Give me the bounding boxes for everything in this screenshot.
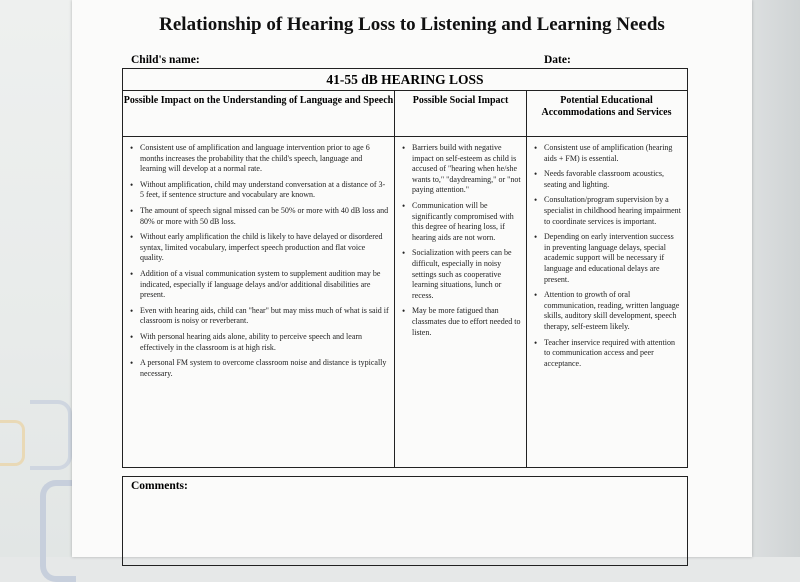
- cell-social-impact: [395, 137, 527, 467]
- list-item: • A personal FM system to overcome classroom noise and distance is typically necessary.: [129, 358, 389, 379]
- list-item: • Without early amplification the child is likely to have delayed or disordered syntax, limited vocabulary, imperfect speech production and flat voice quality.: [129, 232, 389, 264]
- hearing-loss-table: [122, 68, 688, 468]
- list-item: • Addition of a visual communication system to supplement audition may be indicated, especially if language delays and/or additional disabilities are present.: [129, 269, 389, 301]
- list-item: • May be more fatigued than classmates due to effort needed to listen.: [401, 306, 521, 338]
- list-item: • Socialization with peers can be difficult, especially in noisy settings such as cooperative learning situations, lunch or recess.: [401, 248, 521, 301]
- list-item: • Barriers build with negative impact on self-esteem as child is accused of "hearing when he/she wants to," "daydreaming," or "not paying attention.": [401, 143, 521, 196]
- list-item: • Communication will be significantly compromised with this degree of hearing loss, if hearing aids are not worn.: [401, 201, 521, 243]
- column-headers: [123, 91, 687, 137]
- list-item: • Attention to growth of oral communication, reading, written language skills, auditory skill development, speech therapy, self-esteem likely.: [533, 290, 681, 332]
- child-name-label: Child's name:: [131, 54, 200, 66]
- column-header-language-speech: Possible Impact on the Understanding of Language and Speech: [123, 91, 395, 136]
- page-title: Relationship of Hearing Loss to Listening and Learning Needs: [159, 14, 665, 35]
- list-item: • Consistent use of amplification (hearing aids + FM) is essential.: [533, 143, 681, 164]
- comments-box[interactable]: [122, 476, 688, 566]
- decorative-shape: [30, 400, 72, 470]
- background-right: [752, 0, 800, 557]
- list-item: • Consultation/program supervision by a specialist in childhood hearing impairment to coordinate services is important.: [533, 195, 681, 227]
- list-item: • Teacher inservice required with attention to communication access and peer acceptance.: [533, 338, 681, 370]
- list-item: • The amount of speech signal missed can be 50% or more with 40 dB loss and 80% or more with 50 dB loss.: [129, 206, 389, 227]
- table-body-row: [123, 137, 687, 467]
- background-left: [0, 0, 72, 557]
- decorative-shape: [0, 420, 25, 466]
- list-item: • Depending on early intervention success in preventing language delays, special academic support will be necessary if language and educational delays are present.: [533, 232, 681, 285]
- date-label: Date:: [544, 54, 571, 66]
- cell-language-speech: [123, 137, 395, 467]
- list-item: • With personal hearing aids alone, ability to perceive speech and learn effectively in the classroom is at high risk.: [129, 332, 389, 353]
- list-item: • Without amplification, child may understand conversation at a distance of 3-5 feet, if sentence structure and vocabulary are known.: [129, 180, 389, 201]
- document-page: [72, 0, 752, 557]
- column-header-accommodations: Potential Educational Accommodations and Services: [541, 95, 672, 118]
- column-header-social-impact: Possible Social Impact: [395, 91, 527, 136]
- list-item: • Consistent use of amplification and language intervention prior to age 6 months increases the probability that the child's speech, language and learning will develop at a normal rate.: [129, 143, 389, 175]
- cell-accommodations: [527, 137, 686, 467]
- list-item: • Even with hearing aids, child can "hear" but may miss much of what is said if classroom is noisy or reverberant.: [129, 306, 389, 327]
- decorative-shape: [40, 480, 76, 582]
- table-heading: 41-55 dB HEARING LOSS: [123, 69, 687, 91]
- list-item: • Needs favorable classroom acoustics, seating and lighting.: [533, 169, 681, 190]
- comments-label: Comments:: [131, 480, 188, 492]
